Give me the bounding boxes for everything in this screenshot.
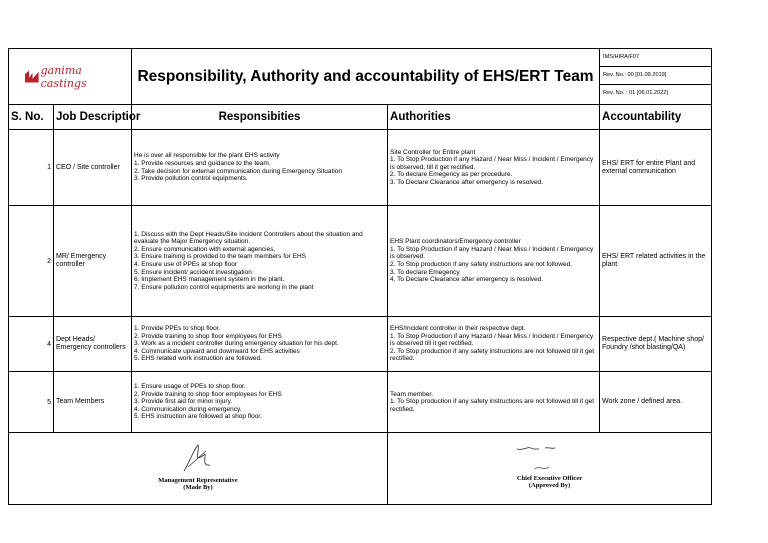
ehs-responsibility-sheet	[8, 48, 711, 494]
revision-2: Rev. No. : 01 [06.01.2022]	[603, 90, 668, 96]
page-title: Responsibility, Authority and accountability of EHS/ERT Team	[132, 49, 600, 105]
mr-role: (Made By)	[183, 483, 213, 491]
col-accountability: Accountability	[600, 105, 712, 130]
row-authorities	[388, 372, 600, 433]
list-item: 7. Ensure pollution control equipments are working in the plant	[134, 283, 314, 291]
list-item: 1. To Stop production if any safety instructions are not followed till it get rectified.	[390, 398, 595, 413]
ceo-role: (Approved By)	[528, 481, 571, 489]
row-authorities	[388, 130, 600, 206]
ceo-signature-icon	[515, 443, 585, 473]
responsibility-table	[8, 48, 712, 505]
company-logo	[11, 64, 129, 90]
list-item: 1. Discuss with the Dept Heads/Site Incident Controllers about the situation and evaluate the Major Emergency situation.	[134, 230, 363, 246]
list-item: 3. To declare Emegency	[390, 268, 460, 276]
row-sno: 1	[9, 130, 54, 206]
logo-mark-icon	[25, 71, 39, 83]
list-item: EHS Plant coordinators/Emergency controller	[390, 238, 521, 246]
list-item: 3. Provide pollution control equipments.	[134, 175, 248, 183]
list-item: 3. Work as a incident controller during emergency situation for his dept.	[134, 340, 339, 348]
list-item: 3. To Declare Clearance after emergency is resolved.	[390, 178, 544, 186]
table-body	[9, 130, 712, 433]
list-item: EHS/Incident controller in their respective dept.	[390, 325, 526, 333]
signature-row	[9, 433, 712, 505]
row-accountability: EHS/ ERT for entire Plant and external communication	[600, 130, 712, 206]
list-item: 4. Communication during emergency.	[134, 405, 242, 413]
list-item: 1. To Stop Production if any Hazard / Near Miss / Incident / Emergency is observed, till it get rectified.	[390, 156, 594, 171]
list-item: 1. To Stop Production if any Hazard / Near Miss / Incident / Emergency is observed.	[390, 245, 594, 261]
row-accountability: EHS/ ERT related activities in the plant	[600, 206, 712, 317]
mr-title: Management Representative	[158, 476, 238, 484]
column-header-row	[9, 105, 712, 130]
list-item: 4. Ensure use of PPEs at shop floor	[134, 261, 237, 268]
list-item: 2. Ensure communication with external agencies.	[134, 245, 276, 253]
row-accountability: Work zone / defined area.	[600, 372, 712, 433]
list-item: 3. Ensure training is provided to the team members for EHS	[134, 253, 306, 261]
list-item: 1. To Stop Production if any Hazard / Near Miss / Incident / Emergency is observed till it get rectified.	[390, 332, 594, 348]
row-authorities	[388, 317, 600, 372]
list-item: Team member.	[390, 390, 434, 398]
row-responsibilities	[132, 206, 388, 317]
list-item: 1. Provide PPEs to shop floor.	[134, 325, 221, 333]
list-item: He is over all responsible for the plant EHS activity	[134, 152, 280, 160]
mr-signature-icon	[180, 441, 216, 475]
row-sno: 4	[9, 317, 54, 372]
logo-cell	[9, 49, 132, 105]
list-item: 5. Ensure incident/ accident investigation	[134, 268, 252, 276]
row-accountability: Respective dept.( Machine shop/ Foundry /shot blasting/QA)	[600, 317, 712, 372]
revision-block	[600, 49, 712, 105]
list-item: 5. EHS instruction are followed at shop floor.	[134, 413, 262, 421]
col-responsibilities: Responsibities	[132, 105, 388, 130]
col-job: Job Descriptior	[54, 105, 132, 130]
row-job-description: CEO / Site controller	[54, 130, 132, 206]
list-item: 2. Take decision for external communication during Emergency Situation	[134, 167, 343, 175]
row-sno: 5	[9, 372, 54, 433]
list-item: 6. Implement EHS management system in the plant.	[134, 276, 285, 284]
row-job-description: Dept Heads/ Emergency controllers	[54, 317, 132, 372]
row-responsibilities	[132, 317, 388, 372]
row-job-description: MR/ Emergency controller	[54, 206, 132, 317]
table-row	[9, 317, 712, 372]
list-item: 2. To Stop production if any safety instructions are not followed.	[390, 261, 572, 268]
ceo-title: Chief Executive Officer	[516, 474, 583, 482]
col-authorities: Authorities	[388, 105, 600, 130]
list-item: 2. To declare Emegency as per procedure.	[390, 171, 513, 179]
list-item: 1. Provide resources and guidance to the team.	[134, 159, 271, 167]
list-item: 3. Provide first aid for minor injury.	[134, 398, 233, 406]
table-row	[9, 372, 712, 433]
row-responsibilities	[132, 372, 388, 433]
table-row	[9, 130, 712, 206]
logo-text: ganima castings	[40, 63, 87, 90]
list-item: 5. EHS related work instruction are followed.	[134, 355, 262, 363]
header-row	[9, 49, 712, 105]
list-item: 2. Provide training to shop floor employees for EHS	[134, 390, 282, 398]
list-item: Site Controller for Entire plant	[390, 148, 476, 156]
list-item: 1. Ensure usage of PPEs to shop floor.	[134, 383, 246, 391]
list-item: 4. To Declare Clearance after emergency is resolved.	[390, 276, 544, 284]
row-authorities	[388, 206, 600, 317]
row-sno: 2	[9, 206, 54, 317]
management-signature-cell	[9, 433, 388, 505]
ceo-signature-cell	[388, 433, 712, 505]
list-item: 2. To Stop production if any safety instructions are not followed till it get rectified.	[390, 347, 595, 363]
list-item: 2. Provide training to shop floor employees for EHS	[134, 332, 282, 340]
col-sno: S. No.	[9, 105, 54, 130]
doc-code: IMS/HIRA/F07	[600, 49, 711, 67]
row-responsibilities	[132, 130, 388, 206]
revision-1: Rev. No.: 00 [01.09.2019]	[600, 67, 711, 85]
table-row	[9, 206, 712, 317]
row-job-description: Team Members	[54, 372, 132, 433]
list-item: 4. Communicate upward and downward for EHS activities	[134, 347, 300, 355]
